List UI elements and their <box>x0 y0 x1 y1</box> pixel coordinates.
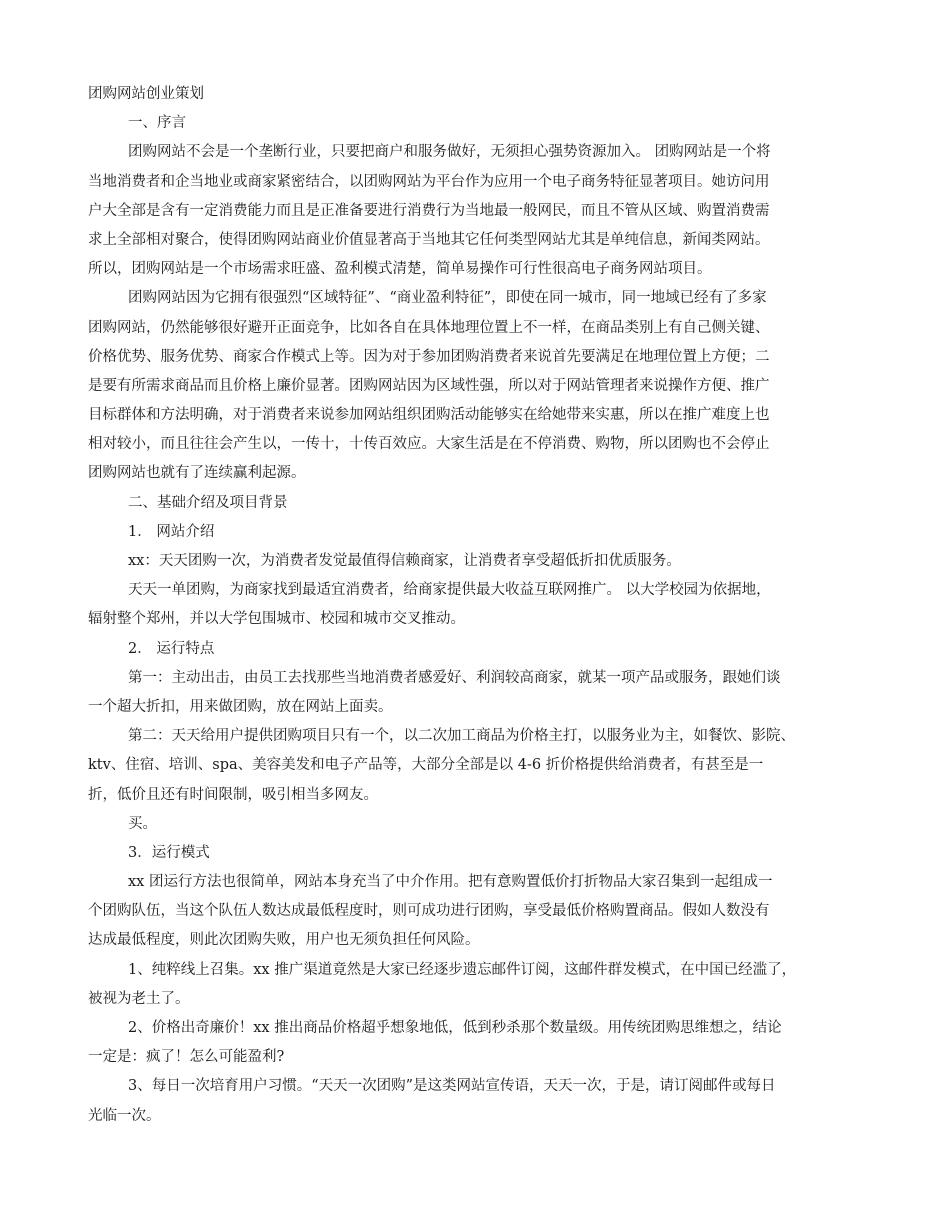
text-line: 2． 运行特点 <box>128 640 215 657</box>
text-line: 团购网站也就有了连续赢利起源。 <box>88 465 306 482</box>
text-line: 户大全部是含有一定消费能力而且是正准备要进行消费行为当地最一般网民，而且不管从区域、购置消费需 <box>88 202 770 219</box>
text-line: 折，低价且还有时间限制，吸引相当多网友。 <box>88 786 378 803</box>
text-line: ktv、住宿、培训、spa、美容美发和电子产品等，大部分全部是以 4-6 折价格提供给消费者，有甚至是一 <box>88 757 764 774</box>
text-line: 3、每日一次培育用户习惯。“天天一次团购”是这类网站宣传语，天天一次，于是，请订阅邮件或每日 <box>128 1078 776 1095</box>
text-line: xx 团运行方法也很简单，网站本身充当了中介作用。把有意购置低价打折物品大家召集到一起组成一 <box>128 874 773 891</box>
text-line: 被视为老土了。 <box>88 990 190 1007</box>
text-line: 2、价格出奇廉价！xx 推出商品价格超乎想象地低，低到秒杀那个数量级。用传统团购思维想之，结论 <box>128 1020 782 1036</box>
text-line: 团购网站因为它拥有很强烈“区域特征”、“商业盈利特征”，即使在同一城市，同一地域已经有了多家 <box>128 290 767 307</box>
text-line: 第一：主动出击，由员工去找那些当地消费者感爱好、利润较高商家，就某一项产品或服务，跟她们谈 <box>128 669 781 686</box>
text-line: 达成最低程度，则此次团购失败，用户也无须负担任何风险。 <box>88 932 480 949</box>
document-body <box>88 109 878 1131</box>
text-line: 团购网站不会是一个垄断行业，只要把商户和服务做好，无须担心强势资源加入。 团购网站是一个将 <box>128 144 771 161</box>
document-title: 团购网站创业策划 <box>88 86 204 102</box>
text-line: 个团购队伍，当这个队伍人数达成最低程度时，则可成功进行团购，享受最低价格购置商品。假如人数没有 <box>88 903 770 920</box>
text-line: 1、纯粹线上召集。xx 推广渠道竟然是大家已经逐步遗忘邮件订阅，这邮件群发模式，在中国已经滥了， <box>128 961 797 978</box>
text-line: 天天一单团购，为商家找到最适宜消费者，给商家提供最大收益互联网推广。 以大学校园为依据地， <box>128 582 771 599</box>
document-page <box>88 80 878 1131</box>
text-line: 买。 <box>128 815 157 832</box>
text-line: 团购网站，仍然能够很好避开正面竞争，比如各自在具体地理位置上不一样，在商品类别上有自己侧关键、 <box>88 319 770 336</box>
text-line: 相对较小，而且往往会产生以，一传十，十传百效应。大家生活是在不停消费、购物，所以团购也不会停止 <box>88 436 770 453</box>
text-line: xx：天天团购一次，为消费者发觉最值得信赖商家，让消费者享受超低折扣优质服务。 <box>128 553 681 569</box>
text-line: 一定是：疯了！怎么可能盈利? <box>88 1049 285 1066</box>
text-line: 3．运行模式 <box>128 844 210 861</box>
text-line: 光临一次。 <box>88 1107 161 1124</box>
text-line: 一个超大折扣，用来做团购，放在网站上面卖。 <box>88 698 393 715</box>
text-line: 1． 网站介绍 <box>128 523 215 540</box>
text-line: 所以，团购网站是一个市场需求旺盛、盈利模式清楚，简单易操作可行性很高电子商务网站项目。 <box>88 261 712 278</box>
text-line: 是要有所需求商品而且价格上廉价显著。团购网站因为区域性强，所以对于网站管理者来说操作方便、推广 <box>88 377 770 394</box>
text-line: 二、基础介绍及项目背景 <box>128 494 288 511</box>
text-line: 第二：天天给用户提供团购项目只有一个，以二次加工商品为价格主打，以服务业为主，如餐饮、影院、 <box>128 728 795 745</box>
text-line: 辐射整个郑州，并以大学包围城市、校园和城市交叉推动。 <box>88 611 465 628</box>
text-line: 求上全部相对聚合，使得团购网站商业价值显著高于当地其它任何类型网站尤其是单纯信息，新闻类网站。 <box>88 231 770 248</box>
text-line: 目标群体和方法明确，对于消费者来说参加网站组织团购活动能够实在给她带来实惠，所以在推广难度上也 <box>88 407 770 424</box>
text-line: 价格优势、服务优势、商家合作模式上等。因为对于参加团购消费者来说首先要满足在地理位置上方便；二 <box>88 348 770 365</box>
text-line: 当地消费者和企当地业或商家紧密结合，以团购网站为平台作为应用一个电子商务特征显著项目。她访问用 <box>88 173 770 190</box>
text-line: 一、序言 <box>128 115 186 132</box>
